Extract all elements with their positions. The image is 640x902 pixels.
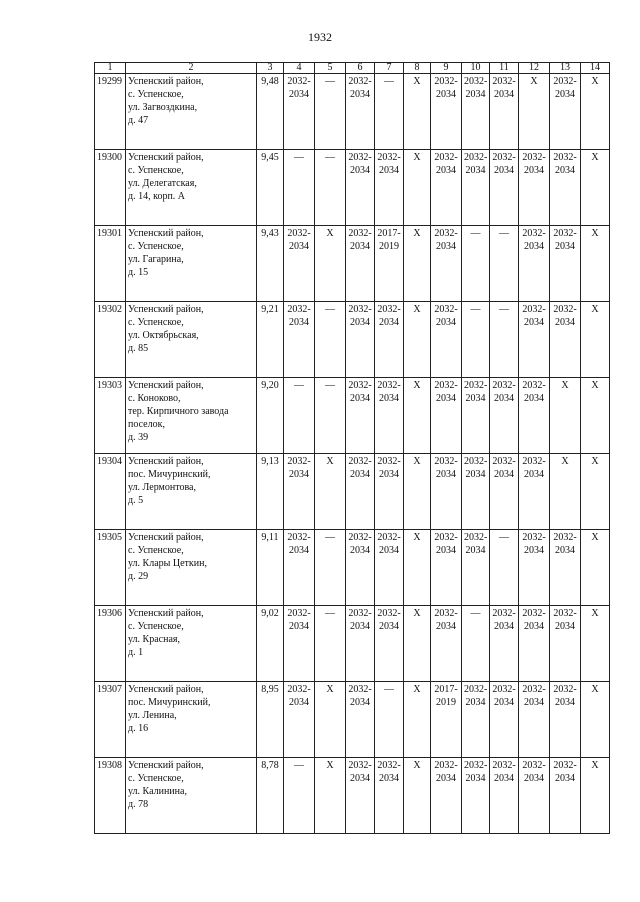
row-value: 9,48 bbox=[257, 74, 284, 150]
row-cell-col-13: 2032- 2034 bbox=[550, 150, 581, 226]
row-value: 9,20 bbox=[257, 378, 284, 454]
row-cell-col-7: 2032- 2034 bbox=[375, 758, 404, 834]
row-cell-col-14: Х bbox=[581, 454, 610, 530]
row-cell-col-5: — bbox=[315, 606, 346, 682]
row-cell-col-4: 2032- 2034 bbox=[284, 682, 315, 758]
row-address: Успенский район, с. Успенское, ул. Октябрьская, д. 85 bbox=[126, 302, 257, 378]
row-cell-col-10: 2032- 2034 bbox=[462, 150, 490, 226]
row-cell-col-9: 2017- 2019 bbox=[431, 682, 462, 758]
row-cell-col-8: Х bbox=[404, 150, 431, 226]
column-header-14: 14 bbox=[581, 63, 610, 74]
row-cell-col-11: 2032- 2034 bbox=[490, 150, 519, 226]
row-cell-col-8: Х bbox=[404, 378, 431, 454]
row-cell-col-12: 2032- 2034 bbox=[519, 606, 550, 682]
row-address: Успенский район, с. Успенское, ул. Клары Цеткин, д. 29 bbox=[126, 530, 257, 606]
row-cell-col-11: 2032- 2034 bbox=[490, 74, 519, 150]
row-cell-col-4: 2032- 2034 bbox=[284, 74, 315, 150]
page-number: 1932 bbox=[308, 30, 332, 44]
row-cell-col-9: 2032- 2034 bbox=[431, 226, 462, 302]
row-address: Успенский район, с. Успенское, ул. Гагарина, д. 15 bbox=[126, 226, 257, 302]
row-cell-col-13: 2032- 2034 bbox=[550, 758, 581, 834]
row-cell-col-12: 2032- 2034 bbox=[519, 530, 550, 606]
column-header-1: 1 bbox=[95, 63, 126, 74]
row-address: Успенский район, с. Коноково, тер. Кирпичного завода поселок, д. 39 bbox=[126, 378, 257, 454]
row-id: 19305 bbox=[95, 530, 126, 606]
row-cell-col-6: 2032- 2034 bbox=[346, 74, 375, 150]
row-cell-col-8: Х bbox=[404, 302, 431, 378]
row-cell-col-8: Х bbox=[404, 758, 431, 834]
column-header-9: 9 bbox=[431, 63, 462, 74]
row-cell-col-9: 2032- 2034 bbox=[431, 454, 462, 530]
row-cell-col-9: 2032- 2034 bbox=[431, 302, 462, 378]
table-row bbox=[95, 226, 610, 302]
row-cell-col-12: 2032- 2034 bbox=[519, 378, 550, 454]
row-cell-col-6: 2032- 2034 bbox=[346, 302, 375, 378]
row-cell-col-13: 2032- 2034 bbox=[550, 74, 581, 150]
row-cell-col-7: — bbox=[375, 682, 404, 758]
register-table bbox=[94, 62, 610, 834]
column-header-5: 5 bbox=[315, 63, 346, 74]
column-header-12: 12 bbox=[519, 63, 550, 74]
table-row bbox=[95, 74, 610, 150]
row-cell-col-12: 2032- 2034 bbox=[519, 454, 550, 530]
row-value: 8,78 bbox=[257, 758, 284, 834]
row-cell-col-13: 2032- 2034 bbox=[550, 530, 581, 606]
row-address: Успенский район, с. Успенское, ул. Калинина, д. 78 bbox=[126, 758, 257, 834]
row-value: 9,43 bbox=[257, 226, 284, 302]
row-cell-col-7: 2032- 2034 bbox=[375, 530, 404, 606]
row-address: Успенский район, с. Успенское, ул. Загвоздкина, д. 47 bbox=[126, 74, 257, 150]
row-cell-col-5: Х bbox=[315, 226, 346, 302]
row-value: 9,13 bbox=[257, 454, 284, 530]
row-cell-col-5: — bbox=[315, 150, 346, 226]
row-value: 8,95 bbox=[257, 682, 284, 758]
row-cell-col-9: 2032- 2034 bbox=[431, 530, 462, 606]
column-header-8: 8 bbox=[404, 63, 431, 74]
table-row bbox=[95, 302, 610, 378]
row-cell-col-7: — bbox=[375, 74, 404, 150]
row-cell-col-12: 2032- 2034 bbox=[519, 302, 550, 378]
row-cell-col-11: — bbox=[490, 226, 519, 302]
row-id: 19302 bbox=[95, 302, 126, 378]
row-cell-col-6: 2032- 2034 bbox=[346, 530, 375, 606]
row-cell-col-6: 2032- 2034 bbox=[346, 226, 375, 302]
row-cell-col-6: 2032- 2034 bbox=[346, 378, 375, 454]
row-cell-col-7: 2032- 2034 bbox=[375, 150, 404, 226]
row-cell-col-5: Х bbox=[315, 758, 346, 834]
row-cell-col-7: 2032- 2034 bbox=[375, 606, 404, 682]
row-cell-col-6: 2032- 2034 bbox=[346, 682, 375, 758]
table-row bbox=[95, 606, 610, 682]
column-header-2: 2 bbox=[126, 63, 257, 74]
row-address: Успенский район, пос. Мичуринский, ул. Ленина, д. 16 bbox=[126, 682, 257, 758]
row-cell-col-4: — bbox=[284, 150, 315, 226]
row-cell-col-9: 2032- 2034 bbox=[431, 378, 462, 454]
row-value: 9,11 bbox=[257, 530, 284, 606]
row-cell-col-7: 2032- 2034 bbox=[375, 454, 404, 530]
row-cell-col-4: 2032- 2034 bbox=[284, 530, 315, 606]
row-cell-col-7: 2017- 2019 bbox=[375, 226, 404, 302]
row-value: 9,02 bbox=[257, 606, 284, 682]
row-cell-col-14: Х bbox=[581, 302, 610, 378]
row-cell-col-6: 2032- 2034 bbox=[346, 606, 375, 682]
row-cell-col-10: — bbox=[462, 606, 490, 682]
row-cell-col-13: 2032- 2034 bbox=[550, 682, 581, 758]
row-cell-col-12: 2032- 2034 bbox=[519, 226, 550, 302]
row-cell-col-14: Х bbox=[581, 758, 610, 834]
row-cell-col-4: 2032- 2034 bbox=[284, 302, 315, 378]
row-cell-col-5: — bbox=[315, 530, 346, 606]
table-row bbox=[95, 758, 610, 834]
row-cell-col-14: Х bbox=[581, 530, 610, 606]
row-cell-col-6: 2032- 2034 bbox=[346, 758, 375, 834]
row-cell-col-12: 2032- 2034 bbox=[519, 758, 550, 834]
row-cell-col-11: 2032- 2034 bbox=[490, 758, 519, 834]
row-id: 19301 bbox=[95, 226, 126, 302]
row-id: 19303 bbox=[95, 378, 126, 454]
row-cell-col-10: 2032- 2034 bbox=[462, 378, 490, 454]
column-header-10: 10 bbox=[462, 63, 490, 74]
row-cell-col-11: 2032- 2034 bbox=[490, 606, 519, 682]
row-cell-col-10: 2032- 2034 bbox=[462, 682, 490, 758]
row-cell-col-13: 2032- 2034 bbox=[550, 226, 581, 302]
row-cell-col-5: — bbox=[315, 302, 346, 378]
row-cell-col-11: 2032- 2034 bbox=[490, 378, 519, 454]
table-row bbox=[95, 454, 610, 530]
row-address: Успенский район, пос. Мичуринский, ул. Лермонтова, д. 5 bbox=[126, 454, 257, 530]
header-row bbox=[95, 63, 610, 74]
row-id: 19300 bbox=[95, 150, 126, 226]
row-cell-col-5: — bbox=[315, 378, 346, 454]
row-cell-col-4: — bbox=[284, 758, 315, 834]
row-cell-col-8: Х bbox=[404, 226, 431, 302]
row-cell-col-9: 2032- 2034 bbox=[431, 606, 462, 682]
row-cell-col-10: 2032- 2034 bbox=[462, 454, 490, 530]
row-cell-col-14: Х bbox=[581, 682, 610, 758]
row-cell-col-6: 2032- 2034 bbox=[346, 150, 375, 226]
table-row bbox=[95, 530, 610, 606]
row-cell-col-14: Х bbox=[581, 74, 610, 150]
row-cell-col-13: Х bbox=[550, 378, 581, 454]
row-cell-col-14: Х bbox=[581, 606, 610, 682]
row-cell-col-4: — bbox=[284, 378, 315, 454]
row-cell-col-7: 2032- 2034 bbox=[375, 378, 404, 454]
row-cell-col-13: 2032- 2034 bbox=[550, 302, 581, 378]
column-header-13: 13 bbox=[550, 63, 581, 74]
row-id: 19308 bbox=[95, 758, 126, 834]
table-row bbox=[95, 682, 610, 758]
row-id: 19304 bbox=[95, 454, 126, 530]
row-cell-col-6: 2032- 2034 bbox=[346, 454, 375, 530]
table-row bbox=[95, 378, 610, 454]
column-header-4: 4 bbox=[284, 63, 315, 74]
row-value: 9,45 bbox=[257, 150, 284, 226]
row-cell-col-11: — bbox=[490, 302, 519, 378]
row-cell-col-7: 2032- 2034 bbox=[375, 302, 404, 378]
row-id: 19299 bbox=[95, 74, 126, 150]
row-cell-col-12: Х bbox=[519, 74, 550, 150]
row-cell-col-4: 2032- 2034 bbox=[284, 606, 315, 682]
row-cell-col-11: 2032- 2034 bbox=[490, 454, 519, 530]
row-cell-col-13: Х bbox=[550, 454, 581, 530]
column-header-11: 11 bbox=[490, 63, 519, 74]
row-id: 19307 bbox=[95, 682, 126, 758]
row-cell-col-14: Х bbox=[581, 378, 610, 454]
table-row bbox=[95, 150, 610, 226]
row-cell-col-4: 2032- 2034 bbox=[284, 226, 315, 302]
row-cell-col-10: 2032- 2034 bbox=[462, 530, 490, 606]
row-cell-col-13: 2032- 2034 bbox=[550, 606, 581, 682]
row-cell-col-11: 2032- 2034 bbox=[490, 682, 519, 758]
row-cell-col-8: Х bbox=[404, 682, 431, 758]
row-cell-col-9: 2032- 2034 bbox=[431, 74, 462, 150]
row-cell-col-12: 2032- 2034 bbox=[519, 150, 550, 226]
row-cell-col-10: 2032- 2034 bbox=[462, 74, 490, 150]
row-cell-col-8: Х bbox=[404, 74, 431, 150]
row-cell-col-12: 2032- 2034 bbox=[519, 682, 550, 758]
row-cell-col-9: 2032- 2034 bbox=[431, 150, 462, 226]
row-cell-col-8: Х bbox=[404, 606, 431, 682]
column-header-7: 7 bbox=[375, 63, 404, 74]
row-cell-col-14: Х bbox=[581, 150, 610, 226]
column-header-6: 6 bbox=[346, 63, 375, 74]
row-cell-col-10: 2032- 2034 bbox=[462, 758, 490, 834]
row-cell-col-11: — bbox=[490, 530, 519, 606]
row-cell-col-5: — bbox=[315, 74, 346, 150]
table-body bbox=[95, 74, 610, 834]
row-cell-col-14: Х bbox=[581, 226, 610, 302]
row-cell-col-9: 2032- 2034 bbox=[431, 758, 462, 834]
row-cell-col-10: — bbox=[462, 226, 490, 302]
row-cell-col-8: Х bbox=[404, 530, 431, 606]
column-header-3: 3 bbox=[257, 63, 284, 74]
row-cell-col-5: Х bbox=[315, 682, 346, 758]
row-address: Успенский район, с. Успенское, ул. Делегатская, д. 14, корп. А bbox=[126, 150, 257, 226]
row-address: Успенский район, с. Успенское, ул. Красная, д. 1 bbox=[126, 606, 257, 682]
row-value: 9,21 bbox=[257, 302, 284, 378]
row-cell-col-10: — bbox=[462, 302, 490, 378]
row-id: 19306 bbox=[95, 606, 126, 682]
row-cell-col-5: Х bbox=[315, 454, 346, 530]
row-cell-col-4: 2032- 2034 bbox=[284, 454, 315, 530]
row-cell-col-8: Х bbox=[404, 454, 431, 530]
